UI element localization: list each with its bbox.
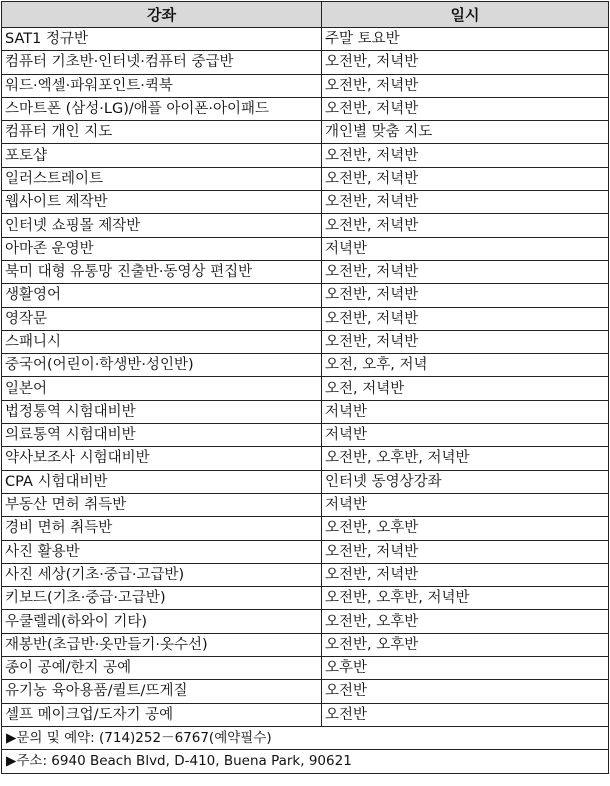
header-schedule: 일시 xyxy=(322,2,609,28)
course-name-cell: 키보드(기초·중급·고급반) xyxy=(2,587,322,610)
table-row xyxy=(2,144,609,167)
header-row xyxy=(2,2,609,28)
table-row xyxy=(2,307,609,330)
schedule-cell: 오전반, 저녁반 xyxy=(322,563,609,586)
course-name-cell: 사진 세상(기초·중급·고급반) xyxy=(2,563,322,586)
footer-contact-row xyxy=(2,726,609,749)
course-name-cell: 일본어 xyxy=(2,377,322,400)
header-course: 강좌 xyxy=(2,2,322,28)
schedule-cell: 오전반, 오후반, 저녁반 xyxy=(322,447,609,470)
course-name-cell: 웹사이트 제작반 xyxy=(2,191,322,214)
schedule-cell: 인터넷 동영상강좌 xyxy=(322,470,609,493)
table-row xyxy=(2,657,609,680)
table-row xyxy=(2,167,609,190)
table-row xyxy=(2,260,609,283)
course-name-cell: CPA 시험대비반 xyxy=(2,470,322,493)
table-row xyxy=(2,237,609,260)
table-row xyxy=(2,214,609,237)
table-row xyxy=(2,400,609,423)
schedule-cell: 오전반, 저녁반 xyxy=(322,284,609,307)
schedule-cell: 오전반, 저녁반 xyxy=(322,167,609,190)
schedule-cell: 오전반, 저녁반 xyxy=(322,191,609,214)
table-row xyxy=(2,424,609,447)
table-row xyxy=(2,284,609,307)
schedule-cell: 오전반, 저녁반 xyxy=(322,260,609,283)
table-row xyxy=(2,191,609,214)
schedule-cell: 오전반, 오후반 xyxy=(322,517,609,540)
schedule-cell: 오전반, 저녁반 xyxy=(322,330,609,353)
schedule-cell: 오후반 xyxy=(322,657,609,680)
course-name-cell: 포토샵 xyxy=(2,144,322,167)
course-name-cell: 의료통역 시험대비반 xyxy=(2,424,322,447)
course-name-cell: 재봉반(초급반·옷만들기·옷수선) xyxy=(2,633,322,656)
course-name-cell: 부동산 면허 취득반 xyxy=(2,493,322,516)
course-name-cell: 유기농 육아용품/퀼트/뜨게질 xyxy=(2,680,322,703)
course-name-cell: 생활영어 xyxy=(2,284,322,307)
schedule-cell: 오전, 저녁반 xyxy=(322,377,609,400)
course-name-cell: 종이 공예/한지 공예 xyxy=(2,657,322,680)
table-row xyxy=(2,703,609,726)
schedule-cell: 오전반, 저녁반 xyxy=(322,540,609,563)
table-row xyxy=(2,563,609,586)
table-row xyxy=(2,51,609,74)
table-row xyxy=(2,121,609,144)
schedule-cell: 저녁반 xyxy=(322,424,609,447)
course-name-cell: SAT1 정규반 xyxy=(2,28,322,51)
schedule-cell: 오전, 오후, 저녁 xyxy=(322,354,609,377)
contact-info: ▶문의 및 예약: (714)252－6767(예약필수) xyxy=(2,726,609,749)
course-name-cell: 스패니시 xyxy=(2,330,322,353)
schedule-cell: 오전반, 저녁반 xyxy=(322,214,609,237)
course-name-cell: 워드·엑셀·파워포인트·퀵북 xyxy=(2,74,322,97)
table-row xyxy=(2,97,609,120)
schedule-cell: 오전반, 저녁반 xyxy=(322,51,609,74)
table-row xyxy=(2,680,609,703)
course-name-cell: 일러스트레이트 xyxy=(2,167,322,190)
table-row xyxy=(2,493,609,516)
schedule-cell: 개인별 맞춤 지도 xyxy=(322,121,609,144)
course-table xyxy=(1,1,609,774)
table-row xyxy=(2,354,609,377)
schedule-cell: 저녁반 xyxy=(322,493,609,516)
course-name-cell: 우쿨렐레(하와이 기타) xyxy=(2,610,322,633)
schedule-cell: 오전반, 저녁반 xyxy=(322,74,609,97)
schedule-cell: 오전반, 오후반 xyxy=(322,633,609,656)
table-row xyxy=(2,633,609,656)
table-row xyxy=(2,587,609,610)
table-row xyxy=(2,540,609,563)
course-name-cell: 인터넷 쇼핑몰 제작반 xyxy=(2,214,322,237)
course-name-cell: 셀프 메이크업/도자기 공예 xyxy=(2,703,322,726)
table-row xyxy=(2,330,609,353)
course-name-cell: 컴퓨터 기초반·인터넷·컴퓨터 중급반 xyxy=(2,51,322,74)
schedule-cell: 오전반, 저녁반 xyxy=(322,307,609,330)
schedule-cell: 오전반, 오후반, 저녁반 xyxy=(322,587,609,610)
course-schedule xyxy=(1,1,608,774)
table-row xyxy=(2,447,609,470)
table-body xyxy=(2,28,609,727)
footer-address-row xyxy=(2,750,609,773)
schedule-cell: 저녁반 xyxy=(322,400,609,423)
schedule-cell: 오전반, 오후반 xyxy=(322,610,609,633)
schedule-cell: 오전반 xyxy=(322,680,609,703)
schedule-cell: 오전반, 저녁반 xyxy=(322,97,609,120)
table-row xyxy=(2,377,609,400)
course-name-cell: 북미 대형 유통망 진출반·동영상 편집반 xyxy=(2,260,322,283)
course-name-cell: 중국어(어린이·학생반·성인반) xyxy=(2,354,322,377)
course-name-cell: 아마존 운영반 xyxy=(2,237,322,260)
table-row xyxy=(2,28,609,51)
course-name-cell: 경비 면허 취득반 xyxy=(2,517,322,540)
schedule-cell: 오전반 xyxy=(322,703,609,726)
table-row xyxy=(2,517,609,540)
schedule-cell: 오전반, 저녁반 xyxy=(322,144,609,167)
schedule-cell: 저녁반 xyxy=(322,237,609,260)
address-info: ▶주소: 6940 Beach Blvd, D-410, Buena Park, 90621 xyxy=(2,750,609,773)
table-row xyxy=(2,610,609,633)
table-row xyxy=(2,74,609,97)
course-name-cell: 사진 활용반 xyxy=(2,540,322,563)
table-row xyxy=(2,470,609,493)
course-name-cell: 약사보조사 시험대비반 xyxy=(2,447,322,470)
course-name-cell: 법정통역 시험대비반 xyxy=(2,400,322,423)
course-name-cell: 영작문 xyxy=(2,307,322,330)
schedule-cell: 주말 토요반 xyxy=(322,28,609,51)
course-name-cell: 컴퓨터 개인 지도 xyxy=(2,121,322,144)
course-name-cell: 스마트폰 (삼성·LG)/애플 아이폰·아이패드 xyxy=(2,97,322,120)
